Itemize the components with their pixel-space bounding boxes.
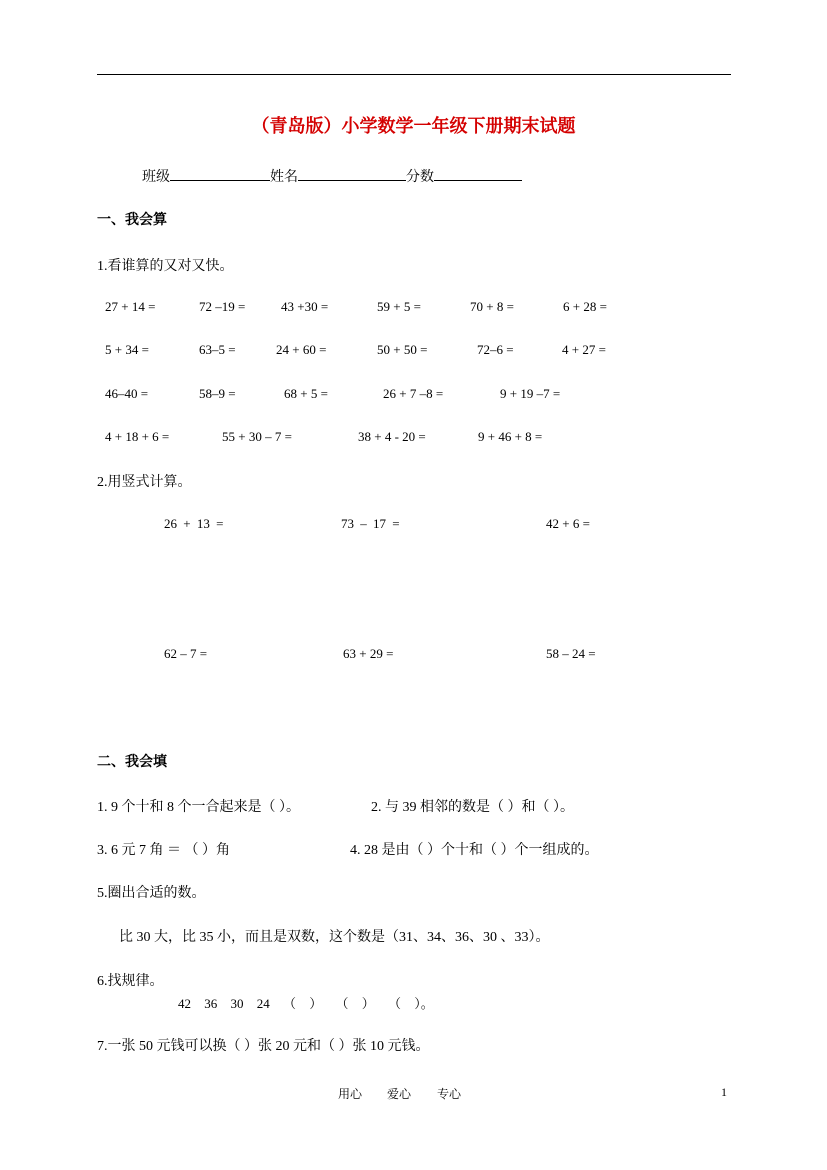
calc-item: 72 –19 = bbox=[199, 299, 246, 314]
calc-item: 24 + 60 = bbox=[276, 342, 327, 357]
calc-item: 4 + 27 = bbox=[562, 342, 606, 357]
name-blank[interactable] bbox=[298, 166, 406, 181]
section2-q5: 5.圈出合适的数。 bbox=[97, 886, 206, 901]
calc-item: 58–9 = bbox=[199, 386, 236, 401]
section1-q2: 2.用竖式计算。 bbox=[97, 475, 192, 490]
calc-item: 59 + 5 = bbox=[377, 299, 421, 314]
footer-text-3: 专心 bbox=[437, 1087, 462, 1101]
section2-q6: 6.找规律。 bbox=[97, 974, 164, 989]
calc-item: 50 + 50 = bbox=[377, 342, 428, 357]
section2-q4: 4. 28 是由（ ）个十和（ ）个一组成的。 bbox=[350, 843, 599, 858]
score-label: 分数 bbox=[406, 170, 434, 185]
vertical-calc-item: 26 + 13 = bbox=[164, 516, 224, 531]
calc-item: 6 + 28 = bbox=[563, 299, 607, 314]
section2-heading: 二、我会填 bbox=[97, 755, 167, 770]
student-info bbox=[142, 166, 522, 186]
section2-q2: 2. 与 39 相邻的数是（ ）和（ ）。 bbox=[371, 800, 574, 815]
page-title: （青岛版）小学数学一年级下册期末试题 bbox=[251, 116, 576, 136]
vertical-calc-item: 73 – 17 = bbox=[341, 516, 400, 531]
name-label: 姓名 bbox=[270, 170, 298, 185]
footer-text-2: 爱心 bbox=[387, 1087, 412, 1101]
calc-item: 5 + 34 = bbox=[105, 342, 149, 357]
section2-q6-detail: 42 36 30 24 （ ） （ ） （ ）。 bbox=[178, 996, 434, 1011]
calc-item: 72–6 = bbox=[477, 342, 514, 357]
page-number: 1 bbox=[721, 1085, 727, 1099]
vertical-calc-item: 63 + 29 = bbox=[343, 646, 394, 661]
vertical-calc-item: 58 – 24 = bbox=[546, 646, 596, 661]
calc-item: 26 + 7 –8 = bbox=[383, 386, 444, 401]
vertical-calc-item: 42 + 6 = bbox=[546, 516, 590, 531]
score-blank[interactable] bbox=[434, 166, 522, 181]
class-label: 班级 bbox=[142, 170, 170, 185]
section1-q1: 1.看谁算的又对又快。 bbox=[97, 259, 234, 274]
calc-item: 9 + 19 –7 = bbox=[500, 386, 561, 401]
section1-heading: 一、我会算 bbox=[97, 213, 167, 228]
calc-item: 68 + 5 = bbox=[284, 386, 328, 401]
calc-item: 63–5 = bbox=[199, 342, 236, 357]
calc-item: 43 +30 = bbox=[281, 299, 329, 314]
class-blank[interactable] bbox=[170, 166, 270, 181]
calc-item: 38 + 4 - 20 = bbox=[358, 429, 426, 444]
calc-item: 70 + 8 = bbox=[470, 299, 514, 314]
section2-q3: 3. 6 元 7 角 ＝ （ ）角 bbox=[97, 843, 230, 858]
section2-q1: 1. 9 个十和 8 个一合起来是（ ）。 bbox=[97, 800, 300, 815]
header-rule bbox=[97, 74, 731, 75]
calc-item: 55 + 30 – 7 = bbox=[222, 429, 292, 444]
calc-item: 9 + 46 + 8 = bbox=[478, 429, 543, 444]
calc-item: 46–40 = bbox=[105, 386, 149, 401]
calc-item: 27 + 14 = bbox=[105, 299, 156, 314]
calc-item: 4 + 18 + 6 = bbox=[105, 429, 170, 444]
vertical-calc-item: 62 – 7 = bbox=[164, 646, 208, 661]
section2-q7: 7.一张 50 元钱可以换（ ）张 20 元和（ ）张 10 元钱。 bbox=[97, 1039, 430, 1054]
footer-text-1: 用心 bbox=[338, 1087, 363, 1101]
section2-q5-detail: 比 30 大，比 35 小，而且是双数，这个数是（31、34、36、30 、33）。 bbox=[119, 930, 550, 945]
